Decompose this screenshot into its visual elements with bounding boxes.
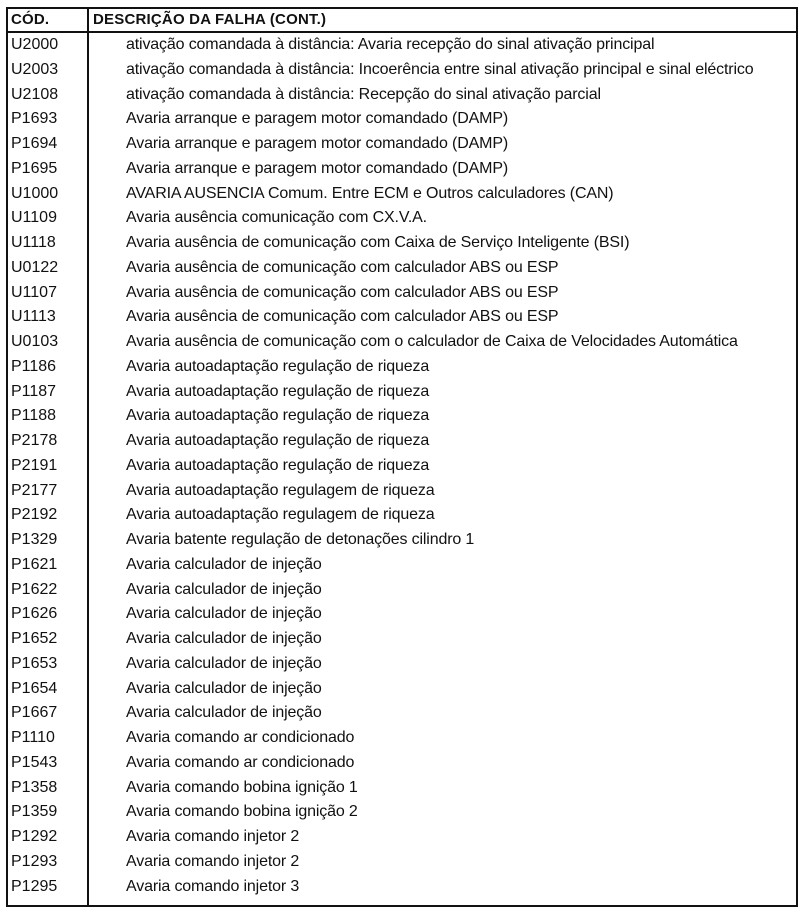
fault-description: Avaria ausência comunicação com CX.V.A. (126, 209, 427, 227)
table-row (8, 603, 796, 628)
fault-code: P1626 (11, 605, 58, 623)
fault-description: Avaria comando injetor 2 (126, 852, 300, 870)
fault-code: P1693 (11, 110, 58, 128)
fault-code: P1186 (11, 357, 57, 375)
fault-code: U1000 (11, 184, 59, 202)
table-row (8, 455, 796, 480)
table-row (8, 183, 796, 208)
fault-code: P2177 (11, 481, 58, 499)
fault-code: P1293 (11, 852, 58, 870)
fault-description: Avaria comando injetor 3 (126, 877, 300, 895)
fault-code: U0103 (11, 333, 59, 350)
fault-description: Avaria arranque e paragem motor comandado (DAMP) (126, 110, 509, 128)
fault-code: U1113 (11, 308, 56, 326)
table-row (8, 554, 796, 579)
fault-description: Avaria calculador de injeção (126, 679, 322, 697)
fault-description: Avaria ausência de comunicação com Caixa de Serviço Inteligente (BSI) (126, 234, 630, 251)
fault-description: Avaria calculador de injeção (126, 630, 322, 647)
fault-description: Avaria ausência de comunicação com calculador ABS ou ESP (126, 258, 559, 276)
table-row (8, 356, 796, 381)
fault-description: Avaria batente regulação de detonações cilindro 1 (126, 531, 475, 548)
fault-description: Avaria calculador de injeção (126, 555, 322, 573)
table-row (8, 876, 796, 901)
table-row (8, 108, 796, 133)
fault-code-table (6, 7, 798, 907)
fault-description: Avaria autoadaptação regulação de riqueza (126, 407, 430, 425)
fault-code: U1107 (11, 283, 57, 301)
table-row (8, 851, 796, 876)
table-row (8, 84, 796, 109)
fault-description: Avaria comando ar condicionado (126, 753, 355, 771)
table-row (8, 59, 796, 84)
table-row (8, 727, 796, 752)
header-code: CÓD. (11, 11, 50, 28)
fault-code: P1667 (11, 704, 58, 722)
fault-code: P2192 (11, 506, 58, 524)
fault-description: Avaria autoadaptação regulação de riqueza (126, 456, 430, 474)
fault-code: U1118 (11, 234, 56, 251)
fault-code: P2191 (11, 456, 58, 474)
fault-description: Avaria comando bobina ignição 2 (126, 803, 358, 821)
table-row (8, 529, 796, 554)
fault-code: P1543 (11, 753, 58, 771)
table-row (8, 257, 796, 282)
fault-description: Avaria autoadaptação regulação de riqueza (126, 357, 430, 375)
table-row (8, 405, 796, 430)
fault-code: P1621 (11, 555, 58, 573)
fault-description: Avaria comando bobina ignição 1 (126, 778, 358, 796)
fault-description: Avaria ausência de comunicação com o calculador de Caixa de Velocidades Automática (126, 333, 738, 350)
fault-code: P1187 (11, 382, 57, 400)
fault-description: AVARIA AUSENCIA Comum. Entre ECM e Outros calculadores (CAN) (126, 184, 614, 202)
fault-code: P1110 (11, 729, 55, 746)
table-row (8, 282, 796, 307)
table-row (8, 579, 796, 604)
fault-code: P1622 (11, 580, 58, 598)
table-row (8, 801, 796, 826)
table-row (8, 480, 796, 505)
fault-code: U1109 (11, 209, 57, 227)
fault-description: Avaria calculador de injeção (126, 654, 322, 672)
fault-description: Avaria autoadaptação regulação de riqueza (126, 432, 430, 449)
fault-code: P2178 (11, 432, 58, 449)
fault-code: P1188 (11, 407, 57, 425)
fault-code: P1653 (11, 654, 58, 672)
table-header (8, 9, 796, 33)
table-row (8, 207, 796, 232)
table-row (8, 826, 796, 851)
fault-code: U0122 (11, 258, 59, 276)
fault-description: Avaria calculador de injeção (126, 605, 322, 623)
fault-description: ativação comandada à distância: Recepção do sinal ativação parcial (126, 85, 601, 103)
table-row (8, 702, 796, 727)
table-row (8, 133, 796, 158)
fault-code: U2000 (11, 36, 59, 53)
fault-code: U2108 (11, 85, 59, 103)
fault-description: Avaria ausência de comunicação com calculador ABS ou ESP (126, 283, 559, 301)
fault-description: Avaria comando injetor 2 (126, 828, 300, 845)
table-row (8, 678, 796, 703)
fault-description: ativação comandada à distância: Incoerência entre sinal ativação principal e sinal eléctrico (126, 60, 754, 78)
table-row (8, 331, 796, 356)
fault-code: P1654 (11, 679, 58, 697)
table-row (8, 232, 796, 257)
table-row (8, 752, 796, 777)
fault-description: Avaria ausência de comunicação com calculador ABS ou ESP (126, 308, 559, 326)
header-description: DESCRIÇÃO DA FALHA (CONT.) (93, 11, 327, 28)
table-row (8, 34, 796, 59)
fault-code: P1295 (11, 877, 58, 895)
fault-description: Avaria arranque e paragem motor comandado (DAMP) (126, 159, 509, 177)
fault-code: U2003 (11, 60, 59, 78)
fault-description: Avaria autoadaptação regulagem de riqueza (126, 506, 435, 524)
fault-code: P1292 (11, 828, 58, 845)
fault-code: P1695 (11, 159, 58, 177)
fault-description: Avaria calculador de injeção (126, 580, 322, 598)
fault-code: P1652 (11, 630, 58, 647)
table-row (8, 504, 796, 529)
fault-description: ativação comandada à distância: Avaria recepção do sinal ativação principal (126, 36, 655, 53)
fault-code: P1359 (11, 803, 58, 821)
table-row (8, 306, 796, 331)
table-row (8, 381, 796, 406)
fault-description: Avaria autoadaptação regulação de riqueza (126, 382, 430, 400)
table-body (8, 34, 796, 900)
fault-code: P1358 (11, 778, 58, 796)
table-row (8, 430, 796, 455)
fault-description: Avaria autoadaptação regulagem de riqueza (126, 481, 435, 499)
fault-code: P1694 (11, 135, 58, 152)
fault-description: Avaria calculador de injeção (126, 704, 322, 722)
fault-code: P1329 (11, 531, 58, 548)
table-row (8, 628, 796, 653)
fault-description: Avaria arranque e paragem motor comandado (DAMP) (126, 135, 509, 152)
table-row (8, 158, 796, 183)
table-row (8, 777, 796, 802)
table-row (8, 653, 796, 678)
fault-description: Avaria comando ar condicionado (126, 729, 355, 746)
